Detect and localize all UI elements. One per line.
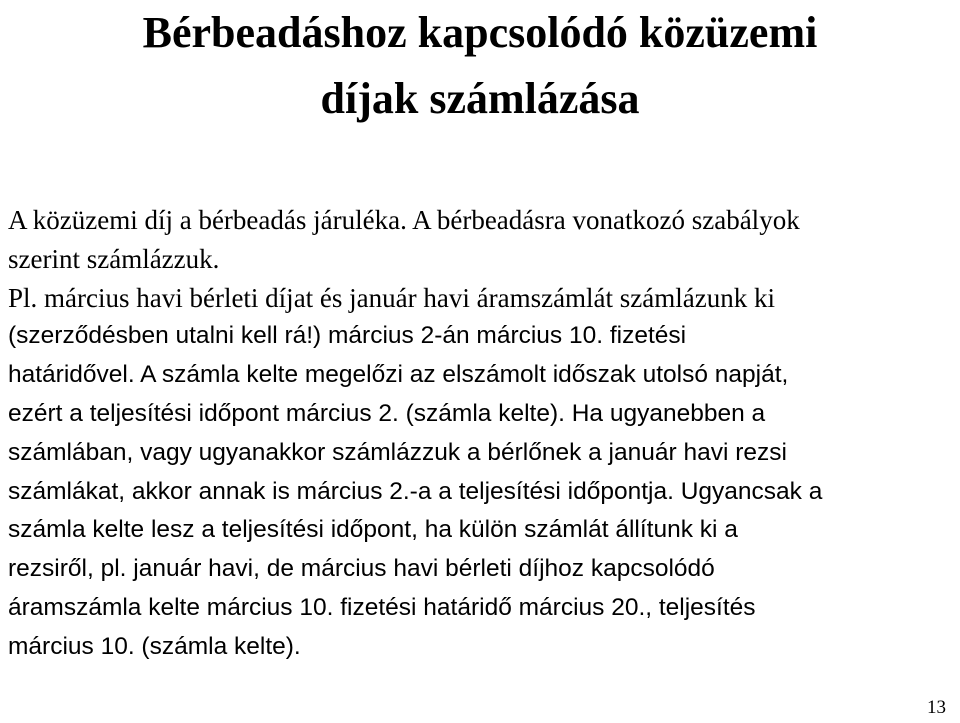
body-line: rezsiről, pl. január havi, de március havi bérleti díjhoz kapcsolódó [8, 555, 715, 583]
body-line: határidővel. A számla kelte megelőzi az elszámolt időszak utolsó napját, [8, 361, 789, 389]
slide-title-line-2: díjak számlázása [320, 74, 640, 123]
body-line: számlában, vagy ugyanakkor számlázzuk a bérlőnek a január havi rezsi [8, 438, 787, 466]
body-line: Pl. március havi bérleti díjat és január havi áramszámlát számlázunk ki [8, 282, 775, 313]
slide-title-line-1: Bérbeadáshoz kapcsolódó közüzemi [142, 8, 818, 57]
body-line: szerint számlázzuk. [8, 243, 220, 274]
body-line: (szerződésben utalni kell rá!) március 2-án március 10. fizetési [8, 322, 687, 350]
body-line: A közüzemi díj a bérbeadás járuléka. A bérbeadásra vonatkozó szabályok [8, 205, 800, 235]
page-number: 13 [927, 697, 946, 718]
body-line: március 10. (számla kelte). [8, 632, 301, 660]
body-line: számlákat, akkor annak is március 2.-a a teljesítési időpontja. Ugyancsak a [8, 477, 823, 505]
slide-title [0, 0, 960, 132]
body-line: számla kelte lesz a teljesítési időpont, ha külön számlát állítunk ki a [8, 516, 738, 544]
body-line: áramszámla kelte március 10. fizetési határidő március 20., teljesítés [8, 593, 756, 621]
slide-body [8, 201, 958, 667]
body-line: ezért a teljesítési időpont március 2. (számla kelte). Ha ugyanebben a [8, 399, 766, 427]
